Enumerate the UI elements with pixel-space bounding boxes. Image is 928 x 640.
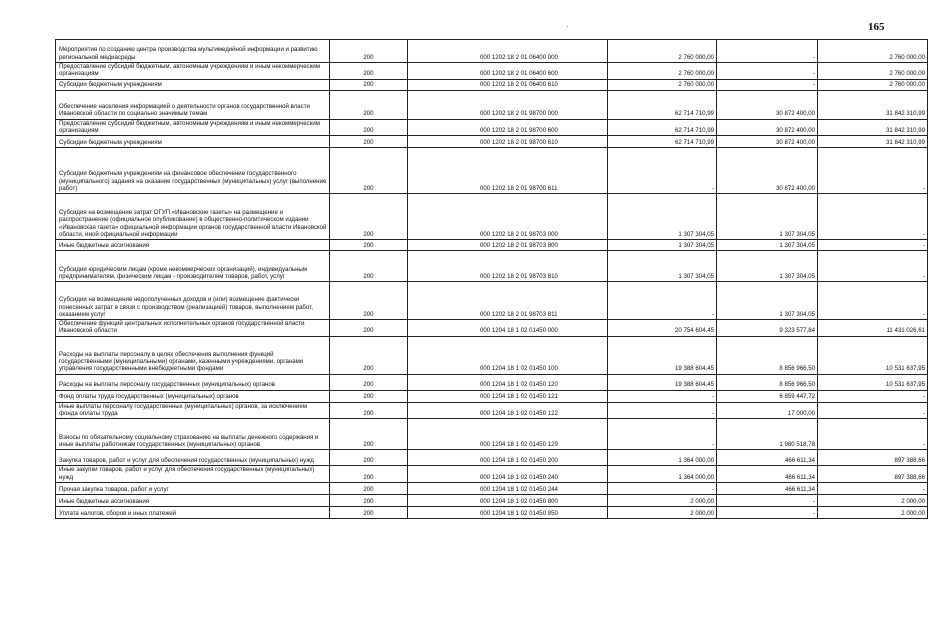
row-code: 200 [330,40,408,63]
row-approved-amount: 2 000,00 [608,494,717,506]
row-code: 200 [330,336,408,374]
row-executed-amount: 1 307 304,05 [717,282,818,320]
row-unexecuted-amount: - [818,482,928,494]
row-unexecuted-amount: - [818,240,928,251]
row-kbk-code: 000 1202 18 2 01 98703 800 [408,240,608,251]
row-approved-amount: 19 388 604,45 [608,374,717,390]
row-approved-amount: 2 760 000,00 [608,40,717,63]
row-code: 200 [330,119,408,136]
row-unexecuted-amount: 31 842 310,99 [818,90,928,119]
row-name: Иные закупки товаров, работ и услуг для обеспечения государственных (муниципальных) нужд [56,466,330,483]
row-name: Уплата налогов, сборов и иных платежей [56,506,330,518]
page-number: 165 [868,21,885,33]
row-executed-amount: - [717,40,818,63]
row-executed-amount: 466 611,34 [717,482,818,494]
row-approved-amount: 2 760 000,00 [608,63,717,80]
row-kbk-code: 000 1204 18 1 02 01450 122 [408,402,608,419]
row-unexecuted-amount: - [818,251,928,282]
row-executed-amount: 466 611,34 [717,450,818,466]
row-unexecuted-amount: 11 431 026,61 [818,320,928,337]
table-row [56,402,928,419]
row-executed-amount: 30 872 400,00 [717,148,818,194]
row-executed-amount: 1 307 304,05 [717,240,818,251]
row-kbk-code: 000 1204 18 1 02 01450 121 [408,390,608,402]
row-approved-amount: 62 714 710,99 [608,119,717,136]
row-kbk-code: 000 1204 18 1 02 01450 200 [408,450,608,466]
table-row [56,40,928,63]
row-kbk-code: 000 1204 18 1 02 01450 000 [408,320,608,337]
row-approved-amount: 1 307 304,05 [608,251,717,282]
row-executed-amount: 1 307 304,05 [717,251,818,282]
row-approved-amount: - [608,419,717,450]
row-kbk-code: 000 1202 18 2 01 98703 810 [408,251,608,282]
row-name: Фонд оплаты труда государственных (муниципальных) органов [56,390,330,402]
row-name: Субсидии бюджетным учреждениям [56,136,330,148]
row-kbk-code: 000 1204 18 1 02 01450 800 [408,494,608,506]
row-executed-amount: 1 307 304,05 [717,194,818,240]
row-kbk-code: 000 1202 18 2 01 06400 000 [408,40,608,63]
row-kbk-code: 000 1202 18 2 01 06400 610 [408,79,608,90]
row-name: Расходы на выплаты персоналу государственных (муниципальных) органов [56,374,330,390]
row-code: 200 [330,194,408,240]
table-row [56,336,928,374]
row-unexecuted-amount: - [818,282,928,320]
row-unexecuted-amount: - [818,402,928,419]
table-row [56,240,928,251]
table-row [56,90,928,119]
row-name: Субсидии на возмещение недополученных доходов и (или) возмещение фактически понесенных затрат в связи с производством (реализацией) товаров, выполнением работ, оказанием услуг [56,282,330,320]
row-code: 200 [330,419,408,450]
row-kbk-code: 000 1204 18 1 02 01450 244 [408,482,608,494]
table-row [56,390,928,402]
row-kbk-code: 000 1204 18 1 02 01450 850 [408,506,608,518]
table-row [56,466,928,483]
row-unexecuted-amount: - [818,390,928,402]
table-row [56,374,928,390]
row-name: Субсидии юридическим лицам (кроме некоммерческих организаций), индивидуальным предпринимателям, физическим лицам - производителям товаров, работ, услуг [56,251,330,282]
table-row [56,320,928,337]
row-unexecuted-amount: 31 842 310,99 [818,136,928,148]
row-approved-amount: - [608,402,717,419]
row-code: 200 [330,251,408,282]
row-name: Иные выплаты персоналу государственных (муниципальных) органов, за исключением фонда оплаты труда [56,402,330,419]
row-unexecuted-amount: 10 531 637,95 [818,374,928,390]
row-code: 200 [330,136,408,148]
row-name: Субсидии бюджетным учреждениям на финансовое обеспечение государственного (муниципального) задания на оказание государственных (муниципальных) услуг (выполнение работ) [56,148,330,194]
scan-mark: · [566,22,569,31]
row-executed-amount: - [717,506,818,518]
row-unexecuted-amount: - [818,148,928,194]
row-kbk-code: 000 1202 18 2 01 98700 000 [408,90,608,119]
table-row [56,119,928,136]
row-executed-amount: 8 856 966,50 [717,336,818,374]
row-code: 200 [330,450,408,466]
row-kbk-code: 000 1202 18 2 01 98703 811 [408,282,608,320]
row-name: Предоставление субсидий бюджетным, автономным учреждениям и иным некоммерческим организациям [56,119,330,136]
row-code: 200 [330,320,408,337]
budget-table-body [56,40,928,519]
row-approved-amount: - [608,148,717,194]
table-row [56,148,928,194]
row-code: 200 [330,506,408,518]
row-name: Субсидии бюджетным учреждениям [56,79,330,90]
table-row [56,136,928,148]
row-name: Закупка товаров, работ и услуг для обеспечения государственных (муниципальных) нужд [56,450,330,466]
row-code: 200 [330,482,408,494]
row-approved-amount: - [608,390,717,402]
row-name: Расходы на выплаты персоналу в целях обеспечения выполнения функций государственными (муниципальными) органами, казенными учреждениями, органами управления государственными внебюджетными фондами [56,336,330,374]
row-executed-amount: 17 000,00 [717,402,818,419]
row-approved-amount: 1 307 304,05 [608,194,717,240]
table-row [56,450,928,466]
row-unexecuted-amount: 2 000,00 [818,506,928,518]
row-kbk-code: 000 1202 18 2 01 98700 600 [408,119,608,136]
row-unexecuted-amount: 2 000,00 [818,494,928,506]
row-code: 200 [330,148,408,194]
row-approved-amount: 62 714 710,99 [608,90,717,119]
row-code: 200 [330,79,408,90]
row-code: 200 [330,374,408,390]
row-code: 200 [330,494,408,506]
row-approved-amount: 1 364 000,00 [608,466,717,483]
row-kbk-code: 000 1204 18 1 02 01450 120 [408,374,608,390]
row-unexecuted-amount: - [818,194,928,240]
row-approved-amount: 19 388 604,45 [608,336,717,374]
row-approved-amount: 2 000,00 [608,506,717,518]
row-kbk-code: 000 1204 18 1 02 01450 100 [408,336,608,374]
row-code: 200 [330,466,408,483]
row-kbk-code: 000 1202 18 2 01 06400 600 [408,63,608,80]
table-row [56,482,928,494]
row-code: 200 [330,282,408,320]
row-approved-amount: 1 307 304,05 [608,240,717,251]
row-kbk-code: 000 1204 18 1 02 01450 129 [408,419,608,450]
row-kbk-code: 000 1202 18 2 01 98700 610 [408,136,608,148]
row-approved-amount: 2 760 000,00 [608,79,717,90]
row-name: Обеспечение населения информацией о деятельности органов государственной власти Ивановской области по социально значимым темам [56,90,330,119]
table-row [56,282,928,320]
row-unexecuted-amount: 897 388,66 [818,450,928,466]
row-name: Иные бюджетные ассигнования [56,494,330,506]
row-executed-amount: - [717,494,818,506]
row-executed-amount: 9 323 577,84 [717,320,818,337]
row-code: 200 [330,390,408,402]
row-code: 200 [330,240,408,251]
row-executed-amount: 8 856 966,50 [717,374,818,390]
row-unexecuted-amount: 897 388,66 [818,466,928,483]
table-row [56,506,928,518]
row-executed-amount: - [717,79,818,90]
row-name: Предоставление субсидий бюджетным, автономным учреждениям и иным некоммерческим организациям [56,63,330,80]
row-approved-amount: 20 754 604,45 [608,320,717,337]
row-kbk-code: 000 1202 18 2 01 98700 611 [408,148,608,194]
row-name: Взносы по обязательному социальному страхованию на выплаты денежного содержания и иные выплаты работникам государственных (муниципальных) органов [56,419,330,450]
row-approved-amount: 62 714 710,99 [608,136,717,148]
row-unexecuted-amount: 2 760 000,00 [818,79,928,90]
row-name: Субсидия на возмещение затрат ОГУП «Ивановские газеты» на размещение и распространение (официальное опубликование) в общественно-политическом издании «Ивановская газета» официальной информации органов государственной власти Ивановской области, иной официальной информации [56,194,330,240]
row-executed-amount: 1 980 518,78 [717,419,818,450]
row-name: Мероприятия по созданию центра производства мультимедийной информации и развитию региональной медиасреды [56,40,330,63]
row-code: 200 [330,63,408,80]
table-row [56,194,928,240]
budget-table [55,39,928,519]
row-name: Прочая закупка товаров, работ и услуг [56,482,330,494]
row-approved-amount: - [608,282,717,320]
row-executed-amount: 30 872 400,00 [717,90,818,119]
table-row [56,251,928,282]
row-name: Иные бюджетные ассигнования [56,240,330,251]
row-unexecuted-amount: 10 531 637,95 [818,336,928,374]
row-unexecuted-amount: 31 842 310,99 [818,119,928,136]
row-approved-amount: 1 364 000,00 [608,450,717,466]
table-row [56,79,928,90]
row-unexecuted-amount: 2 760 000,00 [818,40,928,63]
row-name: Обеспечение функций центральных исполнительных органов государственной власти Ивановской области [56,320,330,337]
row-unexecuted-amount: 2 760 000,00 [818,63,928,80]
table-row [56,63,928,80]
row-approved-amount: - [608,482,717,494]
row-kbk-code: 000 1204 18 1 02 01450 240 [408,466,608,483]
row-kbk-code: 000 1202 18 2 01 98703 000 [408,194,608,240]
row-unexecuted-amount: - [818,419,928,450]
row-executed-amount: 30 872 400,00 [717,119,818,136]
row-executed-amount: 6 859 447,72 [717,390,818,402]
table-row [56,494,928,506]
table-row [56,419,928,450]
row-code: 200 [330,90,408,119]
row-executed-amount: - [717,63,818,80]
row-executed-amount: 466 611,34 [717,466,818,483]
row-executed-amount: 30 872 400,00 [717,136,818,148]
row-code: 200 [330,402,408,419]
